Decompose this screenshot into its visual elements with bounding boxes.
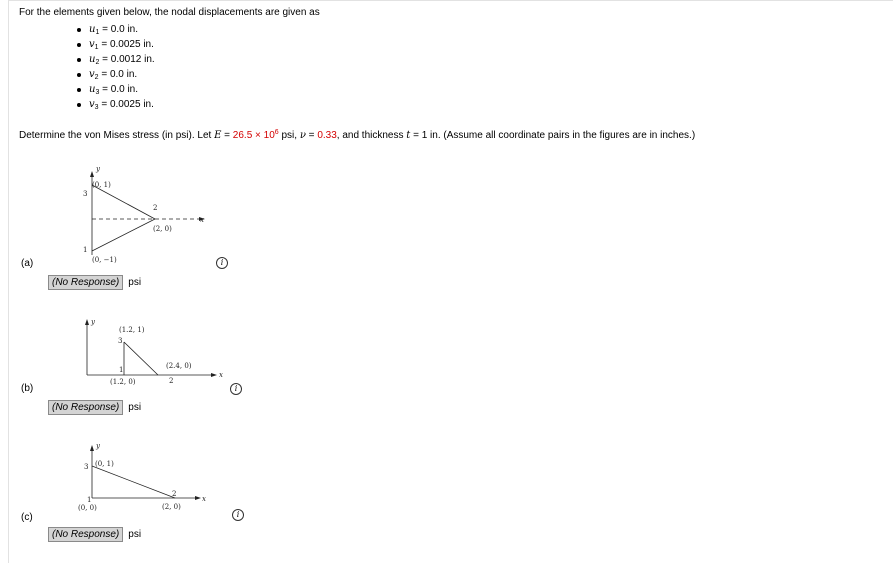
displacement-item: $v_2 = 0.0$ in. — [75, 67, 155, 82]
left-border — [8, 0, 9, 563]
node-number: 2 — [153, 204, 158, 212]
answer-field-c[interactable]: (No Response) — [48, 527, 123, 542]
unit-label: psi — [128, 529, 142, 540]
displacement-item: $u_3 = 0.0$ in. — [75, 82, 155, 97]
info-icon[interactable]: i — [230, 383, 242, 395]
response-a — [48, 275, 141, 290]
intro-text: For the elements given below, the nodal displacements are given as — [19, 7, 320, 18]
unit-label: psi — [128, 402, 142, 413]
y-axis-label: y — [96, 165, 100, 173]
y-axis-label: y — [96, 442, 100, 450]
y-axis-label: y — [91, 318, 95, 326]
node-number: 2 — [169, 377, 174, 385]
node-coordinate: (1.2, 1) — [119, 326, 145, 334]
modulus-value: $26.5 \times 10^6$ — [232, 129, 279, 141]
figure-b — [60, 318, 235, 393]
answer-field-a[interactable]: (No Response) — [48, 275, 123, 290]
displacement-item: $u_2 = 0.0012$ in. — [75, 52, 155, 67]
node-coordinate: (0, 1) — [92, 181, 111, 189]
node-coordinate: (0, 1) — [95, 460, 114, 468]
x-axis-label: x — [200, 216, 204, 224]
node-number: 3 — [118, 337, 123, 345]
top-border — [8, 0, 893, 1]
displacement-list — [75, 22, 155, 112]
displacement-item: $v_3 = 0.0025$ in. — [75, 97, 155, 112]
node-number: 1 — [83, 246, 88, 254]
info-icon[interactable]: i — [232, 509, 244, 521]
figure-a — [60, 165, 230, 270]
question-text: Determine the von Mises stress (in psi). Let $E = 26.5 \times 10^6$ psi, ν = 0.33, and thickness t = 1 in. (Assume all coordinate pairs in the figures are in inches.) — [19, 129, 696, 141]
node-coordinate: (2, 0) — [162, 503, 181, 511]
node-number: 3 — [84, 463, 89, 471]
node-coordinate: (2.4, 0) — [166, 362, 192, 370]
part-b-label: (b) — [21, 383, 34, 394]
node-number: 2 — [172, 490, 177, 498]
figure-c — [60, 440, 235, 520]
displacement-item: $u_1 = 0.0$ in. — [75, 22, 155, 37]
node-coordinate: (1.2, 0) — [110, 378, 136, 386]
part-c-label: (c) — [21, 512, 33, 523]
response-c — [48, 527, 141, 542]
unit-label: psi — [128, 277, 142, 288]
displacement-item: $v_1 = 0.0025$ in. — [75, 37, 155, 52]
info-icon[interactable]: i — [216, 257, 228, 269]
node-number: 1 — [119, 366, 124, 374]
node-coordinate: (0, −1) — [92, 256, 117, 264]
answer-field-b[interactable]: (No Response) — [48, 400, 123, 415]
part-a-label: (a) — [21, 258, 34, 269]
x-axis-label: x — [202, 495, 206, 503]
x-axis-label: x — [219, 371, 223, 379]
node-number: 1 — [87, 496, 92, 504]
node-coordinate: (2, 0) — [153, 225, 172, 233]
response-b — [48, 400, 141, 415]
node-coordinate: (0, 0) — [78, 504, 97, 512]
node-number: 3 — [83, 190, 88, 198]
poisson-value: 0.33 — [317, 130, 337, 141]
